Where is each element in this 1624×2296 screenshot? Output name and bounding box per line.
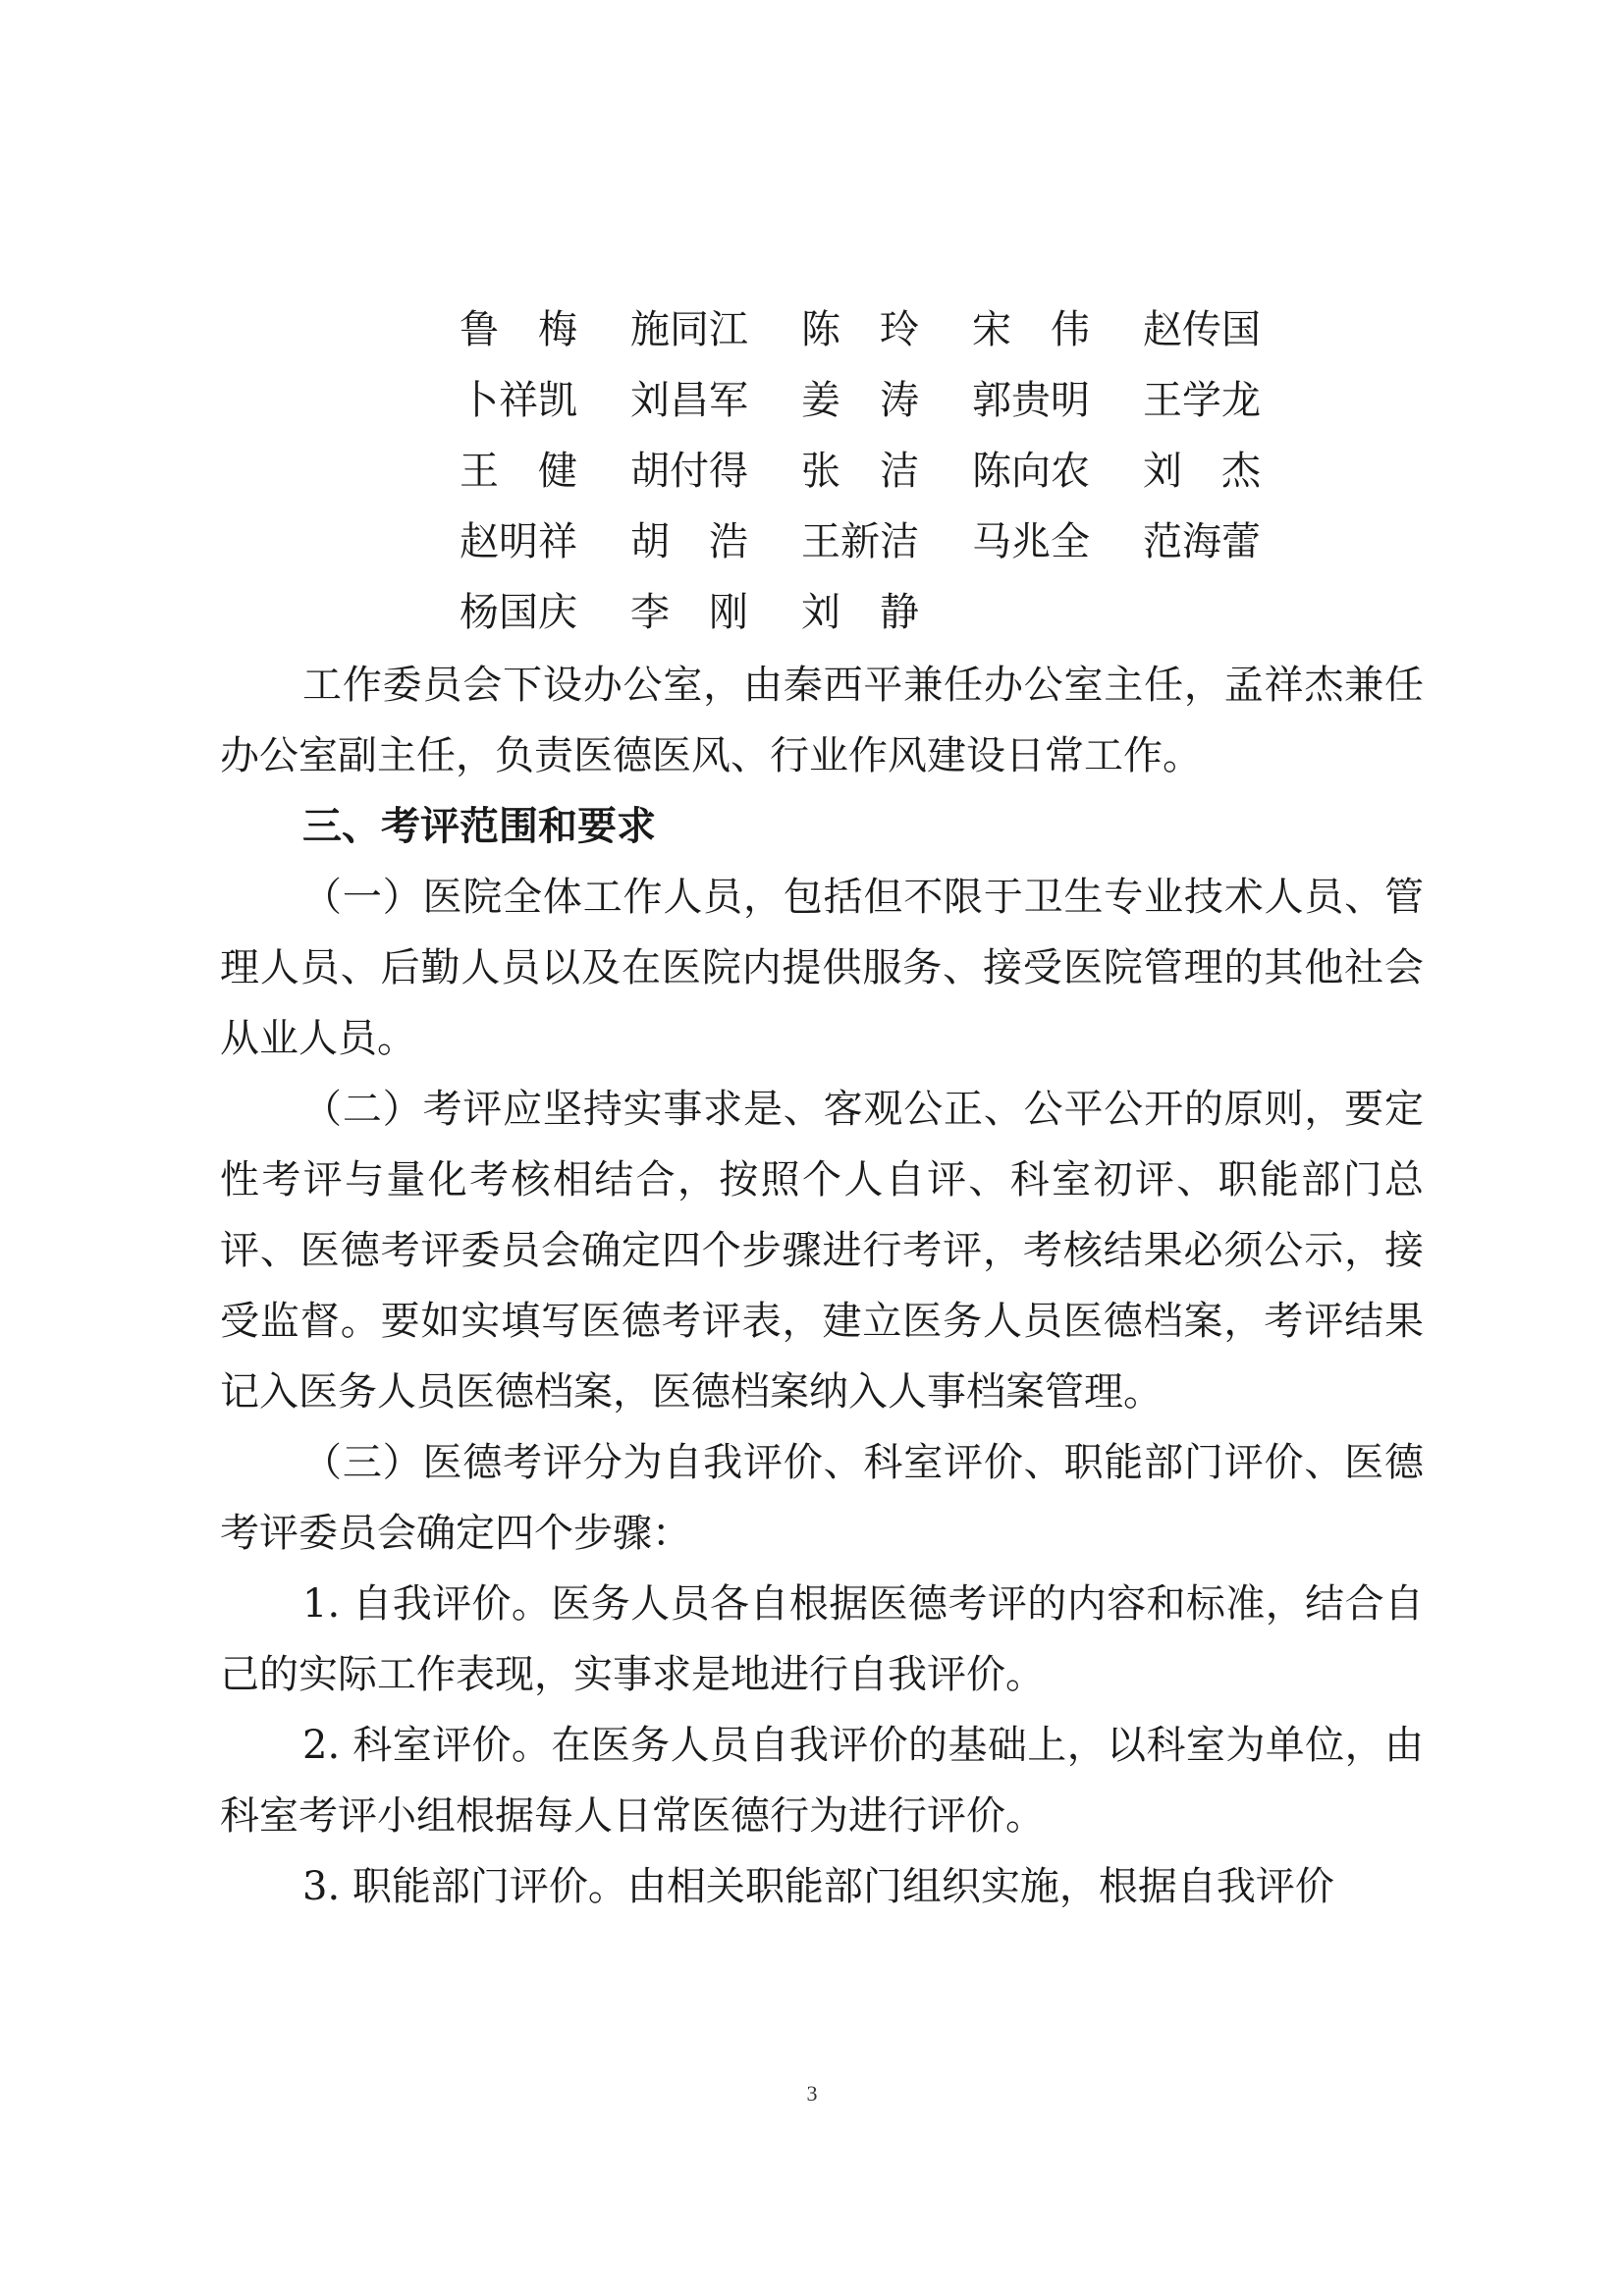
member-name: 赵传国 [1143,307,1261,352]
name-row [460,294,1343,365]
paragraph: 2. 科室评价。在医务人员自我评价的基础上，以科室为单位，由科室考评小组根据每人日常医德行为进行评价。 [220,1723,1424,1839]
document-body [220,650,1424,1922]
member-name: 刘 静 [801,590,919,635]
member-name: 王 健 [460,449,577,494]
section-heading: 三、考评范围和要求 [302,803,656,849]
member-name: 李 刚 [630,590,748,635]
member-name: 陈 玲 [801,307,919,352]
member-name: 卜祥凯 [460,378,577,423]
member-name: 杨国庆 [460,590,577,635]
member-name: 赵明祥 [460,519,577,564]
member-name: 郭贵明 [972,378,1090,423]
paragraph: 3. 职能部门评价。由相关职能部门组织实施，根据自我评价 [302,1864,1334,1909]
member-name: 宋 伟 [972,307,1090,352]
paragraph: （一）医院全体工作人员，包括但不限于卫生专业技术人员、管理人员、后勤人员以及在医院内提供服务、接受医院管理的其他社会从业人员。 [220,875,1424,1061]
member-name: 王学龙 [1143,378,1261,423]
page-number: 3 [806,2081,818,2106]
name-row [460,507,1343,577]
member-name-list [460,294,1343,648]
member-name: 范海蕾 [1143,519,1261,564]
name-row [460,577,1343,648]
member-name: 胡付得 [630,449,748,494]
name-row [460,436,1343,507]
paragraph: （三）医德考评分为自我评价、科室评价、职能部门评价、医德考评委员会确定四个步骤： [220,1440,1424,1556]
member-name: 王新洁 [801,519,919,564]
paragraph: 工作委员会下设办公室，由秦西平兼任办公室主任，孟祥杰兼任办公室副主任，负责医德医风、行业作风建设日常工作。 [220,663,1424,778]
member-name: 马兆全 [972,519,1090,564]
paragraph: （二）考评应坚持实事求是、客观公正、公平公开的原则，要定性考评与量化考核相结合，按照个人自评、科室初评、职能部门总评、医德考评委员会确定四个步骤进行考评，考核结果必须公示，接受监督。要如实填写医德考评表，建立医务人员医德档案，考评结果记入医务人员医德档案，医德档案纳入人事档案管理。 [220,1087,1424,1415]
member-name: 鲁 梅 [460,307,577,352]
paragraph: 1. 自我评价。医务人员各自根据医德考评的内容和标准，结合自己的实际工作表现，实事求是地进行自我评价。 [220,1581,1424,1697]
member-name: 施同江 [630,307,748,352]
name-row [460,365,1343,436]
member-name: 刘昌军 [630,378,748,423]
member-name: 姜 涛 [801,378,919,423]
member-name: 张 洁 [801,449,919,494]
member-name: 刘 杰 [1143,449,1261,494]
member-name: 陈向农 [972,449,1090,494]
member-name: 胡 浩 [630,519,748,564]
